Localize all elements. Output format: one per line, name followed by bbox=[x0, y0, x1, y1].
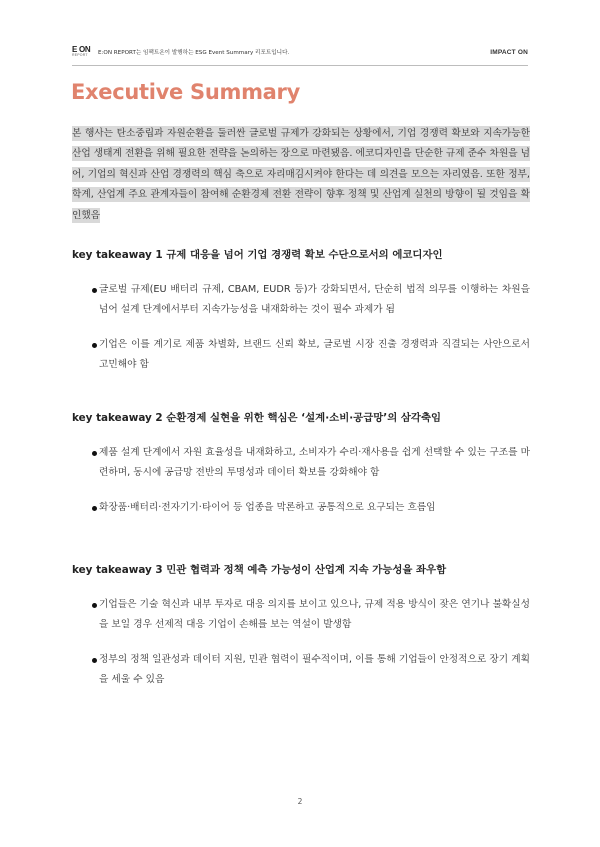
page-number: 2 bbox=[297, 797, 303, 806]
bullet-icon bbox=[92, 603, 97, 608]
takeaway-list bbox=[72, 443, 530, 518]
intro-paragraph bbox=[72, 124, 530, 226]
takeaway-heading: key takeaway 1 규제 대응을 넘어 기업 경쟁력 확보 수단으로서의 에코디자인 bbox=[72, 249, 443, 261]
takeaway-section-2 bbox=[72, 411, 530, 533]
page-title: Executive Summary bbox=[71, 80, 300, 104]
bullet-icon bbox=[92, 288, 97, 293]
list-item-text: 기업은 이를 계기로 제품 차별화, 브랜드 신뢰 확보, 글로벌 시장 진출 경쟁력과 직결되는 사안으로서 고민해야 함 bbox=[99, 339, 530, 370]
impact-on-logo: IMPACT ON bbox=[490, 48, 528, 56]
logo-main-text: E ON bbox=[72, 45, 91, 55]
list-item-text: 글로벌 규제(EU 배터리 규제, CBAM, EUDR 등)가 강화되면서, 단순히 법적 의무를 이행하는 차원을 넘어 설계 단계에서부터 지속가능성을 내재화하는 것이 필수 과제가 됨 bbox=[99, 284, 530, 315]
list-item bbox=[72, 280, 530, 320]
takeaway-heading: key takeaway 3 민관 협력과 정책 예측 가능성이 산업계 지속 가능성을 좌우함 bbox=[72, 564, 447, 576]
eon-report-logo bbox=[72, 46, 92, 58]
bullet-icon bbox=[92, 506, 97, 511]
takeaway-heading: key takeaway 2 순환경제 실현을 위한 핵심은 ‘설계·소비·공급망’의 삼각축임 bbox=[72, 412, 442, 424]
page-header bbox=[72, 42, 528, 66]
bullet-icon bbox=[92, 451, 97, 456]
bullet-icon bbox=[92, 658, 97, 663]
header-description: E:ON REPORT는 임팩트온이 발행하는 ESG Event Summary 리포트입니다. bbox=[98, 50, 290, 56]
list-item-text: 기업들은 기술 혁신과 내부 투자로 대응 의지를 보이고 있으나, 규제 적용 방식이 잦은 연기나 불확실성을 보일 경우 선제적 대응 기업이 손해를 보는 역설이 발생함 bbox=[99, 599, 530, 630]
list-item-text: 정부의 정책 일관성과 데이터 지원, 민관 협력이 필수적이며, 이를 통해 기업들이 안정적으로 장기 계획을 세울 수 있음 bbox=[99, 654, 530, 685]
list-item bbox=[72, 650, 530, 690]
list-item bbox=[72, 335, 530, 375]
list-item bbox=[72, 595, 530, 635]
logo-sub-text: REPORT bbox=[72, 53, 88, 58]
takeaway-section-1 bbox=[72, 248, 530, 390]
list-item bbox=[72, 498, 530, 518]
list-item-text: 화장품·배터리·전자기기·타이어 등 업종을 막론하고 공통적으로 요구되는 흐름임 bbox=[99, 502, 436, 513]
list-item bbox=[72, 443, 530, 483]
header-left bbox=[72, 46, 289, 58]
takeaway-section-3 bbox=[72, 563, 530, 705]
list-item-text: 제품 설계 단계에서 자원 효율성을 내재화하고, 소비자가 수리·재사용을 쉽게 선택할 수 있는 구조를 마련하며, 동시에 공급망 전반의 투명성과 데이터 확보를 강화해야 함 bbox=[99, 447, 530, 478]
takeaway-list bbox=[72, 280, 530, 375]
takeaway-list bbox=[72, 595, 530, 690]
intro-text: 본 행사는 탄소중립과 자원순환을 둘러싼 글로벌 규제가 강화되는 상황에서, 기업 경쟁력 확보와 지속가능한 산업 생태계 전환을 위해 필요한 전략을 논의하는 장으로 마련됐음. 에코디자인을 단순한 규제 준수 차원을 넘어, 기업의 혁신과 산업 경쟁력의 핵심 축으로 자리매김시켜야 한다는 데 의견을 모으는 자리였음. 또한 정부, 학계, 산업계 주요 관계자들이 참여해 순환경제 전환 전략이 향후 정책 및 산업계 실천의 방향이 될 것임을 확인했음 bbox=[72, 128, 530, 221]
bullet-icon bbox=[92, 343, 97, 348]
